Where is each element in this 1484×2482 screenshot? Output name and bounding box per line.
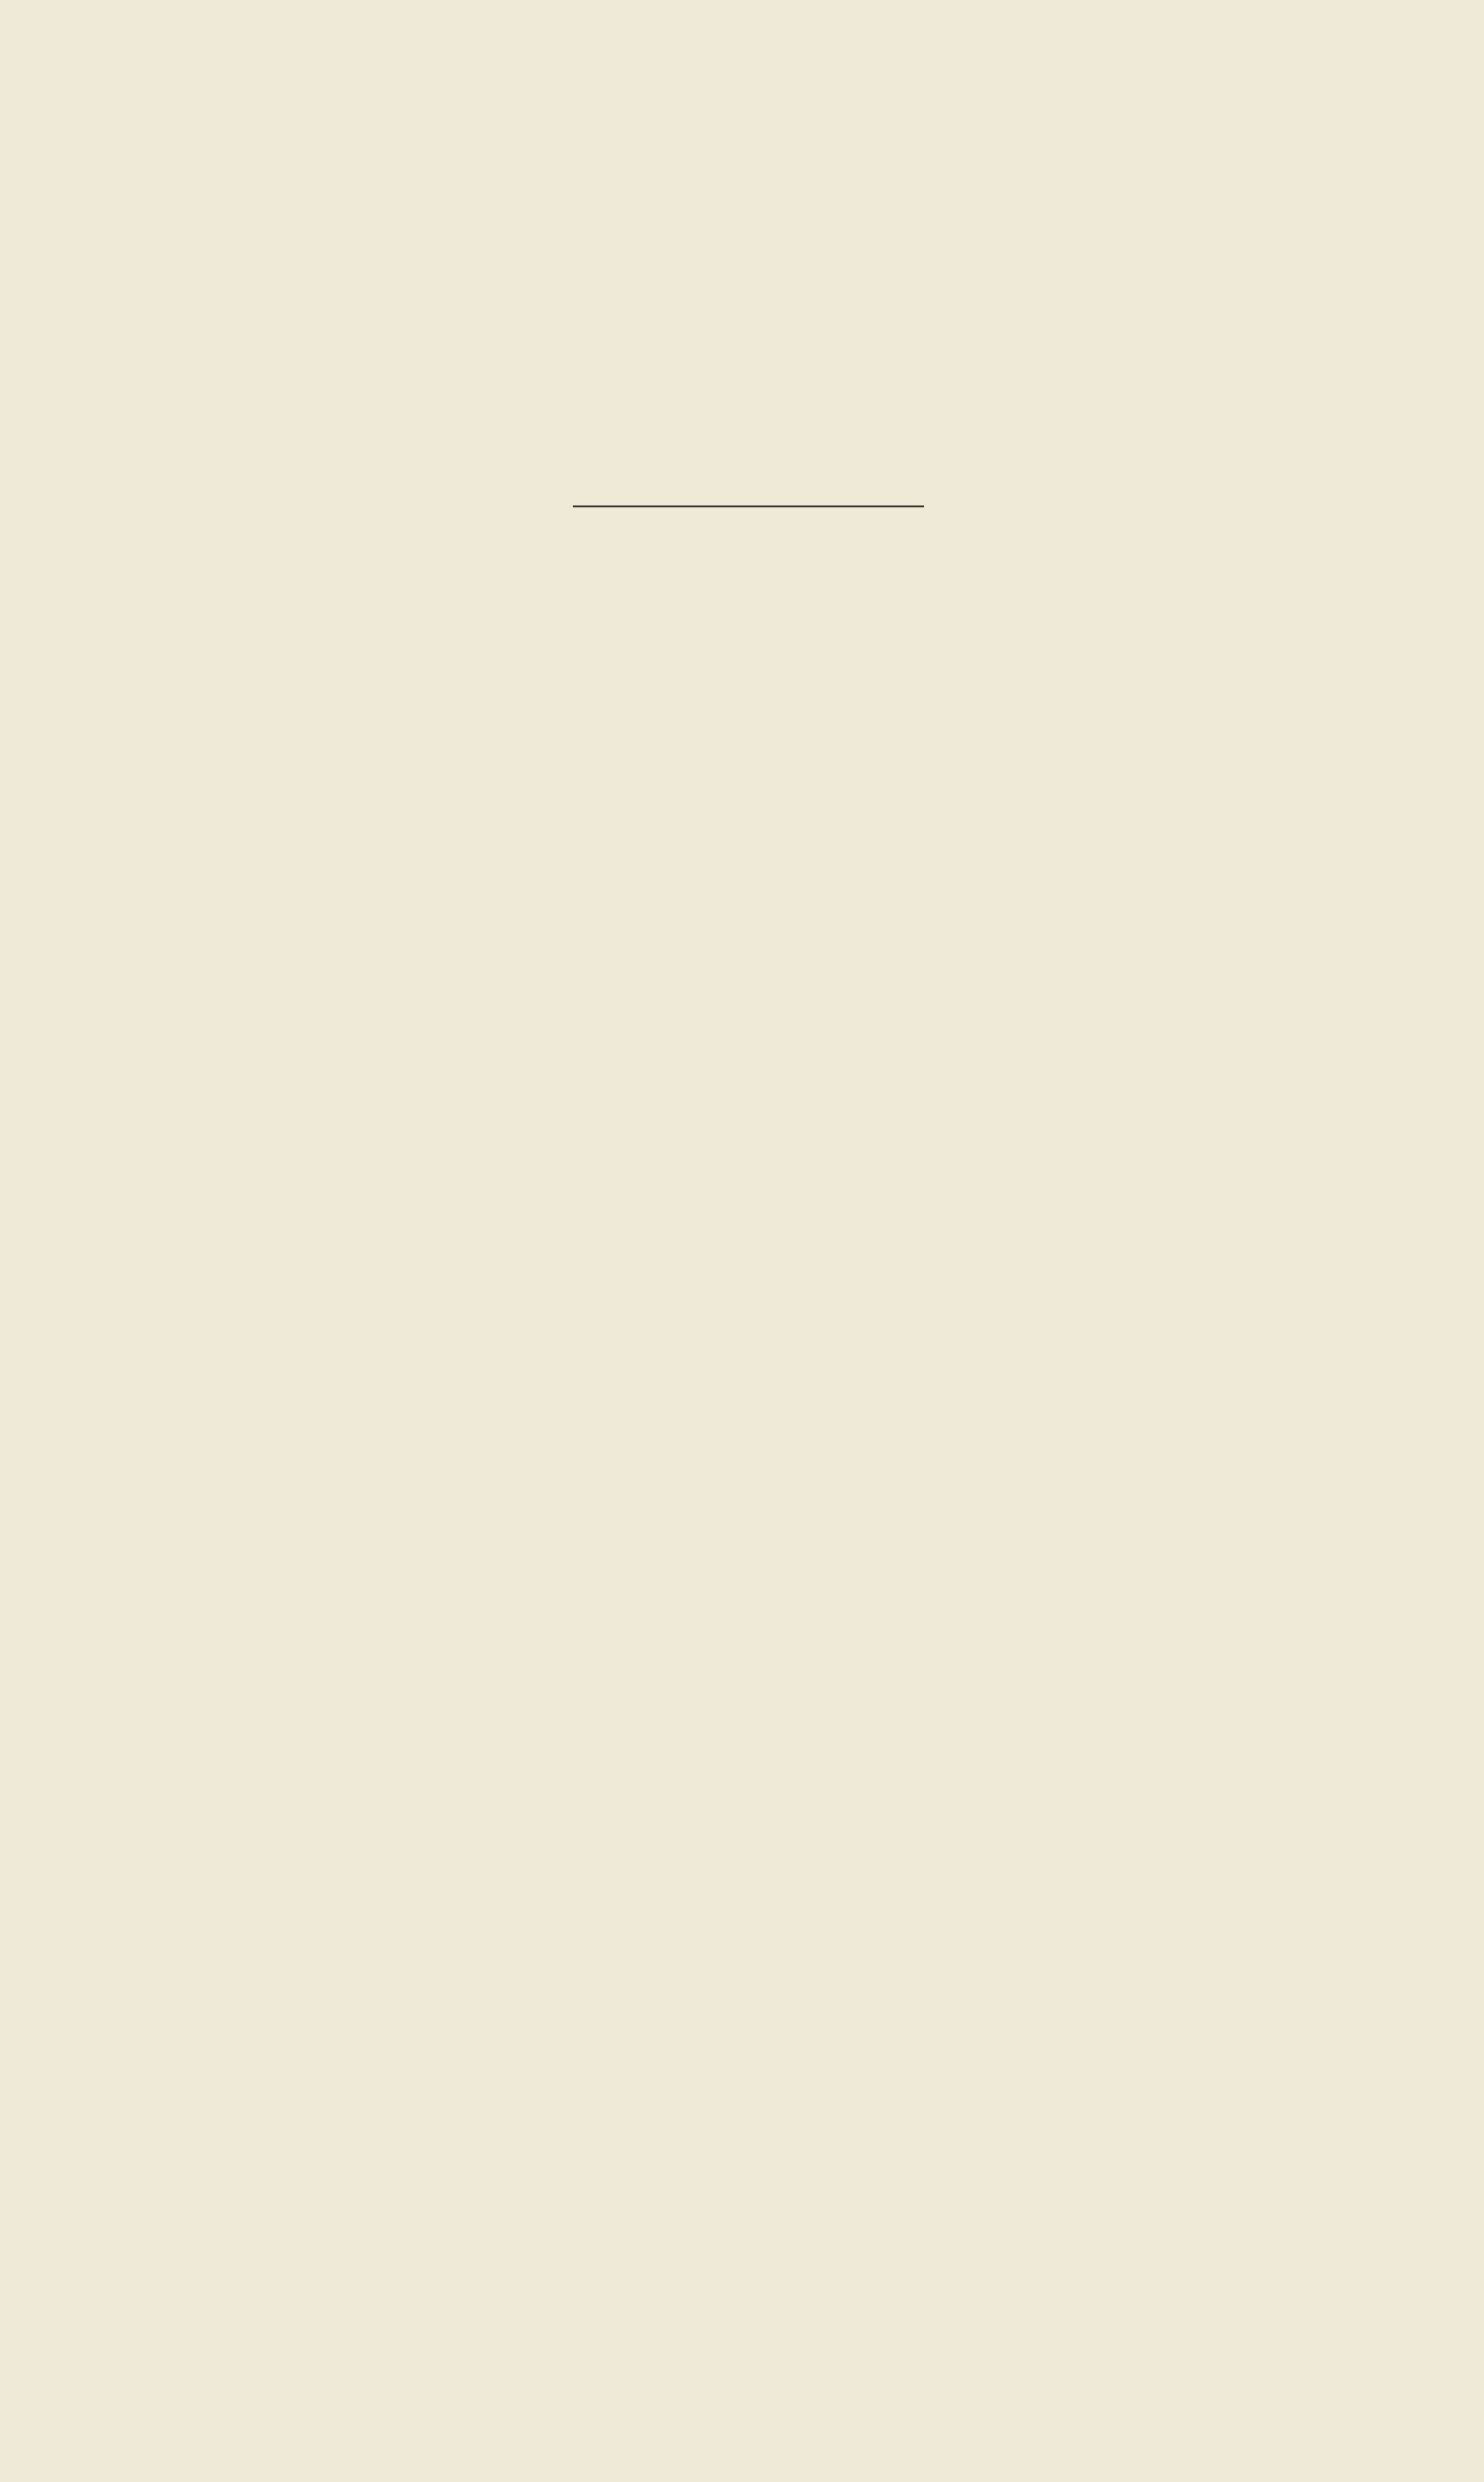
section-divider-rule (573, 505, 924, 507)
running-head (152, 137, 1354, 181)
